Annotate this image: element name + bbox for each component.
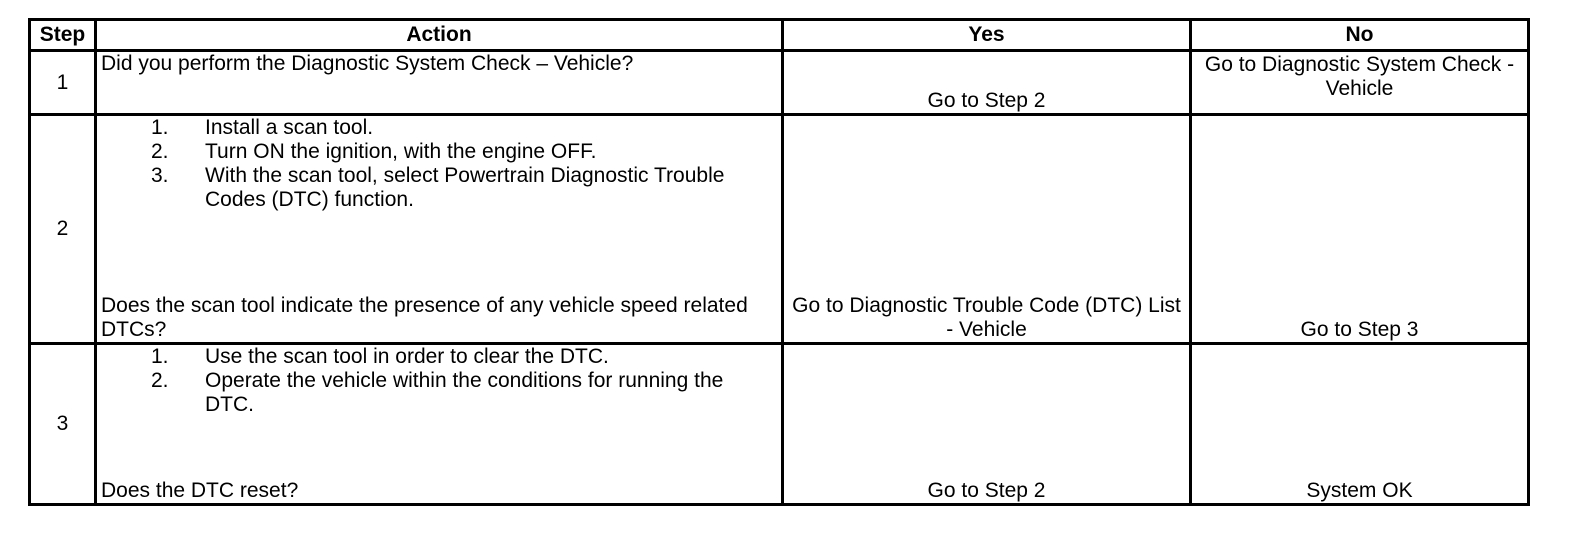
action-question: Does the scan tool indicate the presence of any vehicle speed related DTCs?	[101, 294, 748, 341]
table-row	[30, 344, 1529, 505]
diagnostic-table	[28, 18, 1530, 506]
action-steps-list	[101, 116, 777, 212]
step-number: 2	[30, 115, 96, 344]
step-number: 1	[30, 51, 96, 115]
table-row	[30, 51, 1529, 115]
action-question: Did you perform the Diagnostic System Check – Vehicle?	[101, 52, 634, 75]
list-item: 2. Operate the vehicle within the conditions for running the DTC.	[151, 369, 724, 416]
no-cell: System OK	[1191, 344, 1529, 505]
action-cell	[96, 51, 783, 115]
action-cell	[96, 344, 783, 505]
list-item: 3. With the scan tool, select Powertrain Diagnostic Trouble Codes (DTC) function.	[151, 164, 725, 211]
no-cell: Go to Diagnostic System Check - Vehicle	[1191, 51, 1529, 115]
yes-cell: Go to Step 2	[783, 51, 1191, 115]
action-question: Does the DTC reset?	[101, 479, 299, 502]
action-steps-list	[101, 345, 777, 417]
list-item: 2. Turn ON the ignition, with the engine OFF.	[151, 140, 597, 163]
table-row	[30, 115, 1529, 344]
step-number: 3	[30, 344, 96, 505]
header-no: No	[1191, 20, 1529, 51]
header-step: Step	[30, 20, 96, 51]
no-cell: Go to Step 3	[1191, 115, 1529, 344]
list-item: 1. Use the scan tool in order to clear the DTC.	[151, 345, 609, 368]
header-yes: Yes	[783, 20, 1191, 51]
header-action: Action	[96, 20, 783, 51]
action-cell	[96, 115, 783, 344]
header-row	[30, 20, 1529, 51]
yes-cell: Go to Step 2	[783, 344, 1191, 505]
yes-cell: Go to Diagnostic Trouble Code (DTC) List - Vehicle	[783, 115, 1191, 344]
list-item: 1. Install a scan tool.	[151, 116, 374, 139]
